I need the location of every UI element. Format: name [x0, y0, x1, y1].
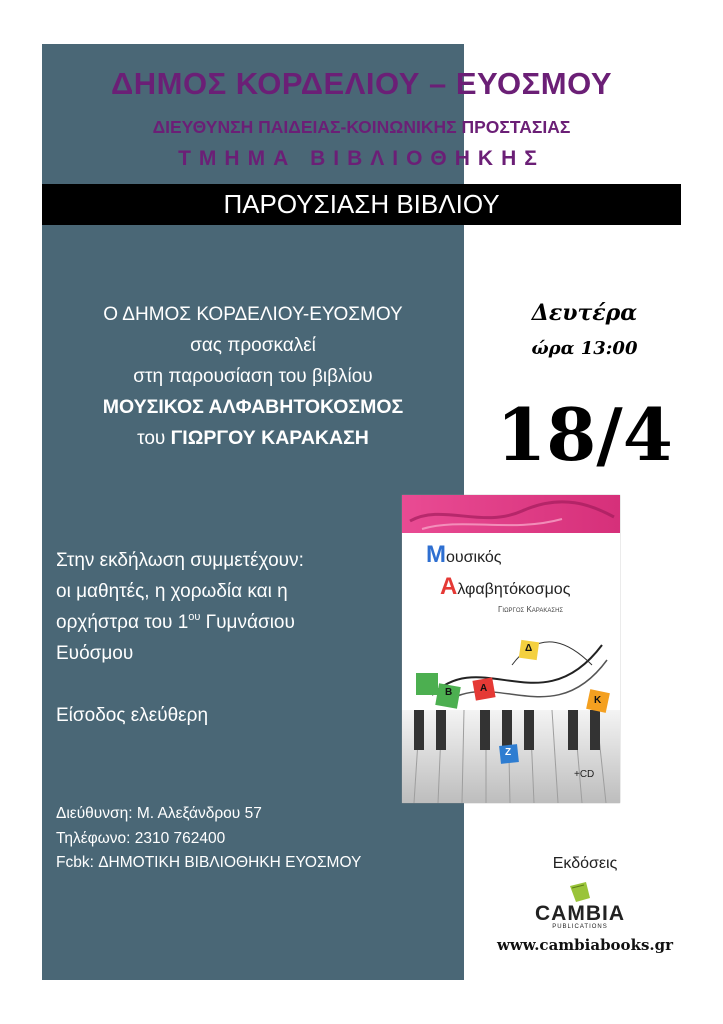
- participants-line-2: οι μαθητές, η χορωδία και η: [56, 581, 288, 602]
- department-title: ΔΙΕΥΘΥΝΣΗ ΠΑΙΔΕΙΑΣ-ΚΟΙΝΩΝΙΚΗΣ ΠΡΟΣΤΑΣΙΑΣ: [152, 117, 571, 137]
- invitation-line-2: σας προσκαλεί: [190, 335, 316, 356]
- participants-line-1: Στην εκδήλωση συμμετέχουν:: [56, 550, 304, 571]
- publisher-website: www.cambiabooks.gr: [496, 936, 674, 954]
- cover-letter-4: Κ: [594, 695, 602, 706]
- cover-title-line-2: Αλφαβητόκοσμος: [440, 573, 571, 600]
- cover-title-line-1: Μουσικός: [426, 541, 502, 568]
- contact-block: [56, 802, 456, 876]
- event-time: ώρα 13:00: [531, 338, 638, 359]
- invitation-line-1: Ο ΔΗΜΟΣ ΚΟΡΔΕΛΙΟΥ-ΕΥΟΣΜΟΥ: [103, 304, 403, 325]
- book-title: ΜΟΥΣΙΚΟΣ ΑΛΦΑΒΗΤΟΚΟΣΜΟΣ: [102, 396, 404, 418]
- event-banner: ΠΑΡΟΥΣΙΑΣΗ ΒΙΒΛΙΟΥ: [42, 184, 681, 225]
- book-cover: [402, 495, 620, 803]
- event-day: Δευτέρα: [531, 300, 638, 326]
- author-line: [42, 423, 464, 454]
- publisher-label: Εκδόσεις: [552, 855, 618, 872]
- participants-line-4: Ευόσμου: [56, 643, 134, 664]
- ordinal-superscript: ου: [188, 611, 201, 623]
- logo-text: CAMBIA: [535, 902, 625, 925]
- logo-subtext: PUBLICATIONS: [552, 924, 608, 930]
- free-entry: Είσοδος ελεύθερη: [56, 705, 209, 726]
- cover-author: Γιωργος Καρακασης: [498, 605, 564, 614]
- cover-letter-1: Β: [445, 687, 453, 698]
- participants-line-3b: Γυμνάσιου: [200, 612, 295, 633]
- participants-block: [56, 545, 456, 731]
- author-name: ΓΙΩΡΓΟΥ ΚΑΡΑΚΑΣΗ: [170, 427, 369, 449]
- participants-line-3: [56, 607, 456, 638]
- invitation-line-3: στη παρουσίαση του βιβλίου: [133, 366, 373, 387]
- cover-letter-5: Ζ: [505, 747, 512, 758]
- cover-cd-label: +CD: [574, 769, 595, 780]
- contact-facebook: Fcbk: ΔΗΜΟΤΙΚΗ ΒΙΒΛΙΟΘΗΚΗ ΕΥΟΣΜΟΥ: [56, 854, 362, 871]
- event-date: 18/4: [496, 392, 673, 477]
- cover-letter-2: Α: [480, 683, 488, 694]
- section-title: ΤΜΗΜΑ ΒΙΒΛΙΟΘΗΚΗΣ: [178, 147, 545, 170]
- cambia-logo: [520, 880, 640, 932]
- contact-address: Διεύθυνση: Μ. Αλεξάνδρου 57: [56, 805, 262, 822]
- book-icon: [570, 882, 590, 902]
- municipality-title: ΔΗΜΟΣ ΚΟΡΔΕΛΙΟΥ – ΕΥΟΣΜΟΥ: [110, 66, 613, 101]
- cover-letter-3: Δ: [525, 643, 533, 654]
- invitation-block: [42, 299, 464, 454]
- author-prefix: του: [137, 428, 166, 449]
- participants-line-3a: ορχήστρα του 1: [56, 612, 189, 633]
- contact-phone: Τηλέφωνο: 2310 762400: [56, 829, 226, 847]
